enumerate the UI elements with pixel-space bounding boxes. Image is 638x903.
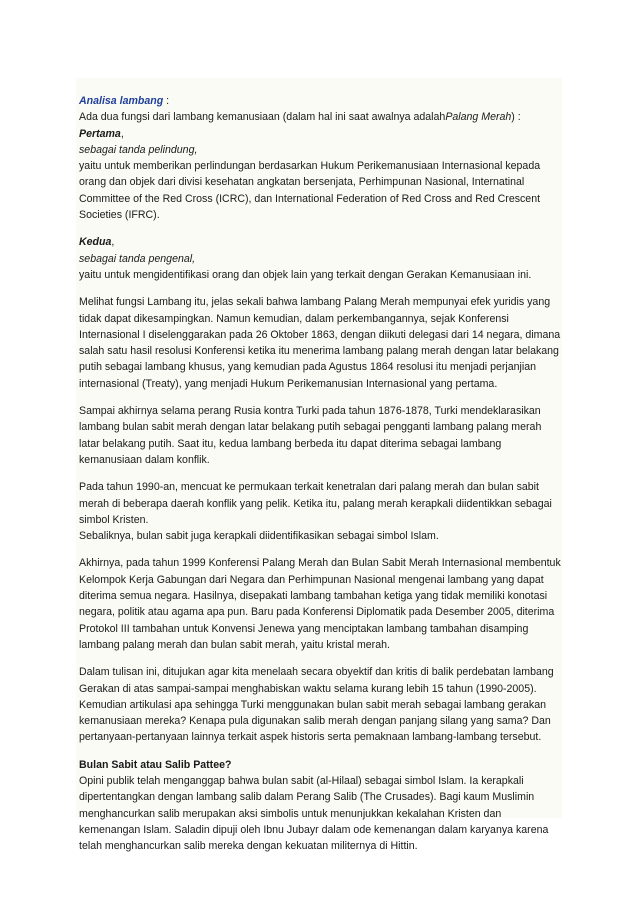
bulan-sabit-text: Opini publik telah menganggap bahwa bulan sabit (al-Hilaal) sebagai simbol Islam. Ia kerapkali dipertentangkan dengan lambang salib dalam Perang Salib (The Crusades). Bagi kaum Muslimin menghancurkan salib merupakan aksi simbolis untuk menunjukkan kekalahan Kristen dan kemenangan Islam. Saladin dipuji oleh Ibnu Jubayr dalam ode kemenangan dalam karyanya karena telah menghancurkan salib mereka dengan kekuatan militernya di Hittin. [79,774,549,853]
spacer [79,746,562,757]
pertama-subheading: sebagai tanda pelindung, [79,143,198,156]
analisa-title: Analisa lambang [79,95,164,107]
pertama-text: yaitu untuk memberikan perlindungan berdasarkan Hukum Perikemanusiaan Internasional kepada orang dan objek dari divisi kesehatan angkatan bersenjata, Perhimpunan Nasional, Internatinal Committee of the Red Cross (ICRC), dan International Federation of Red Cross and Red Crescent Societies (IFRC). [79,160,541,222]
spacer [79,283,562,294]
kedua-label-suffix: , [111,236,115,249]
paragraph-sampai: Sampai akhirnya selama perang Rusia kontra Turki pada tahun 1876-1878, Turki mendeklarasikan lambang bulan sabit merah dengan latar belakang putih sebagai pengganti lambang palang merah latar belakang putih. Saat itu, kedua lambang berbeda itu dapat diterima sebagai lambang kemanusiaan dalam konflik. [79,405,542,466]
analisa-title-suffix: : [163,95,170,107]
pertama-label: Pertama [79,127,121,140]
paragraph-melihat: Melihat fungsi Lambang itu, jelas sekali bahwa lambang Palang Merah mempunyai efek yuridis yang tidak dapat dikesampingkan. Namun kemudian, dalam perkembangannya, sejak Konferensi Internasional I diselenggarakan pada 26 Oktober 1863, dengan diikuti delegasi dari 14 negara, dimana salah satu hasil resolusi Konferensi ketika itu menerima lambang palang merah dengan latar belakang putih sebagai lambang khusus, yang kemudian pada Agustus 1864 resolusi itu menjadi perjanjian internasional (Treaty), yang menjadi Hukum Perikemanusian Internasional yang pertama. [79,296,561,390]
spacer [79,468,562,479]
paragraph-akhirnya: Akhirnya, pada tahun 1999 Konferensi Palang Merah dan Bulan Sabit Merah Internasional membentuk Kelompok Kerja Gabungan dari Negara dan Perhimpunan Nasional mengenai lambang yang dapat diterima semua negara. Hasilnya, disepakati lambang tambahan ketiga yang tidak memiliki konotasi negara, politik atau agama apa pun. Baru pada Konferensi Diplomatik pada Desember 2005, diterima Protokol III tambahan untuk Konvensi Jenewa yang menciptakan lambang tambahan disamping lambang palang merah dan bulan sabit merah, yaitu kristal merah. [79,557,561,651]
paragraph-tulisan: Dalam tulisan ini, ditujukan agar kita menelaah secara obyektif dan kritis di balik perdebatan lambang Gerakan di atas sampai-sampai menghabiskan waktu selama kurang lebih 15 tahun (1990-2005). Kemudian artikulasi apa sehingga Turki menggunakan bulan sabit merah sebagai lambang gerakan kemanusiaan mereka? Kenapa pula digunakan salib merah dengan panjang silang yang sama? Dan pertanyaan-pertanyaan lainnya terkait aspek historis serta pemaknaan lambang-lambang tersebut. [79,666,554,744]
article-body [76,78,562,853]
spacer [79,653,562,664]
paragraph-1990an: Pada tahun 1990-an, mencuat ke permukaan terkait kenetralan dari palang merah dan bulan sabit merah di beberapa daerah konflik yang pelik. Ketika itu, palang merah kerapkali diidentikkan sebagai simbol Kristen. [79,481,552,526]
analisa-intro [79,109,562,125]
analisa-intro-b: ) : [511,111,521,124]
analisa-intro-italic: Palang Merah [445,111,512,124]
bulan-sabit-heading: Bulan Sabit atau Salib Pattee? [79,758,232,771]
analisa-intro-a: Ada dua fungsi dari lambang kemanusiaan (dalam hal ini saat awalnya adalah [79,111,446,124]
kedua-subheading: sebagai tanda pengenal, [79,252,196,265]
kedua-text: yaitu untuk mengidentifikasi orang dan objek lain yang terkait dengan Gerakan Kemanusiaan ini. [79,268,532,281]
analisa-heading [79,93,562,109]
paragraph-sebaliknya: Sebaliknya, bulan sabit juga kerapkali diidentifikasikan sebagai simbol Islam. [79,530,439,543]
pertama-label-suffix: , [120,127,124,140]
spacer [79,223,562,234]
spacer [79,544,562,555]
pertama-heading [79,126,562,142]
kedua-label: Kedua [79,236,112,249]
kedua-heading [79,234,562,250]
spacer [79,392,562,403]
